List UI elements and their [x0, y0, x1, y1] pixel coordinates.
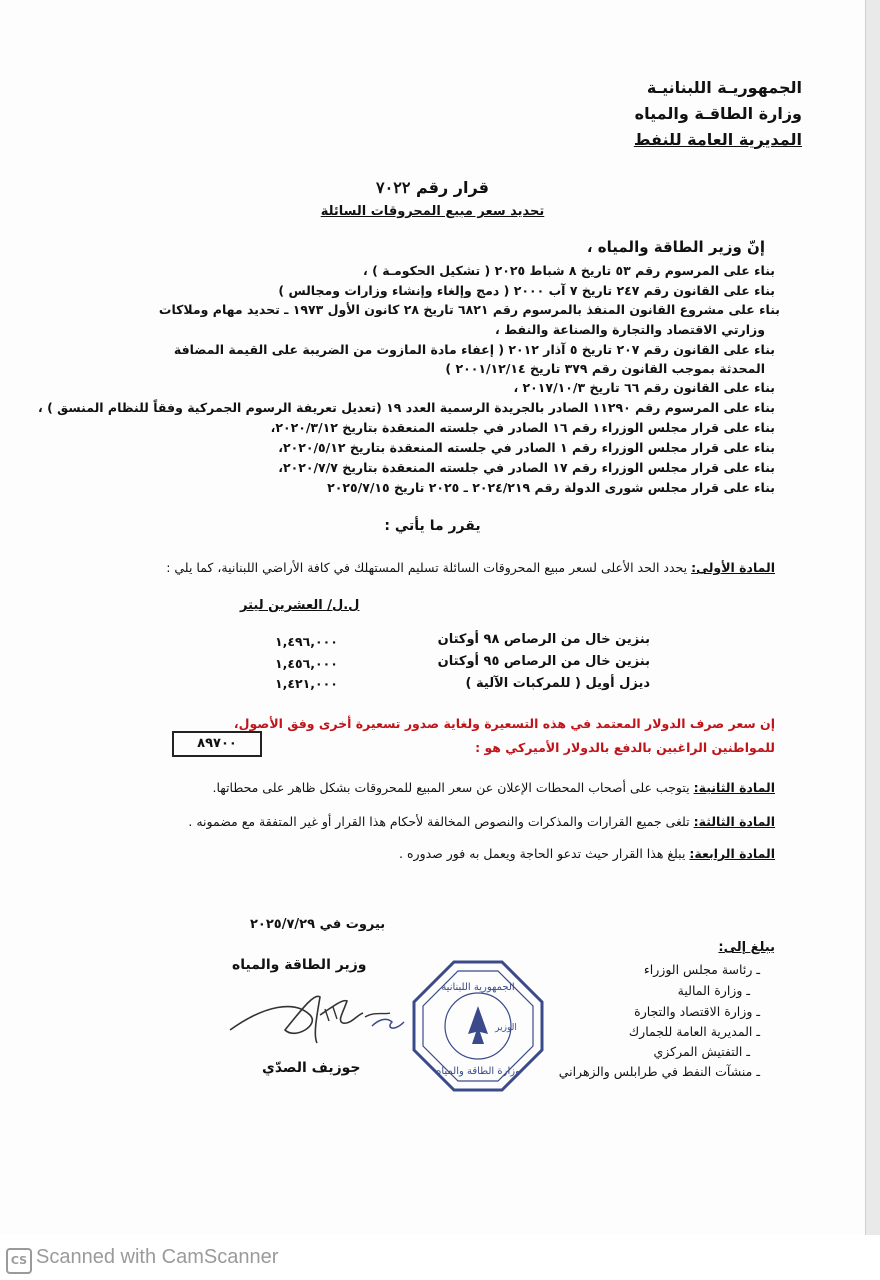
page-edge [865, 0, 880, 1235]
preamble-line: بناء على القانون رقم ٢٠٧ تاريخ ٥ آذار ٢٠١٢ ( إعفاء مادة المازوت من الضريبة على القيمة المضافة [173, 342, 775, 357]
article-3-text: تلغى جميع القرارات والمذكرات والنصوص المخالفة لأحكام هذا القرار أو غير المتفقة مع مضمونه . [188, 814, 690, 829]
fuel-name: بنزين خال من الرصاص ٩٨ أوكتان [437, 632, 650, 647]
exchange-rate-note: إن سعر صرف الدولار المعتمد في هذه التسعيرة ولغاية صدور تسعيرة أخرى وفق الأصول، [233, 716, 775, 731]
preamble-line: بناء على المرسوم رقم ٥٣ تاريخ ٨ شباط ٢٠٢٥ ( تشكيل الحكومـة ) ، [363, 263, 775, 278]
header-ministry: وزارة الطاقـة والمياه [634, 104, 802, 123]
distribution-item: ـ وزارة الاقتصاد والتجارة [634, 1004, 760, 1019]
preamble-line: بناء على قرار مجلس الوزراء رقم ١٦ الصادر في جلسته المنعقدة بتاريخ ٢٠٢٠/٣/١٢، [270, 420, 775, 435]
camscanner-logo-icon: CS [6, 1248, 32, 1274]
minister-title: وزير الطاقة والمياه [232, 957, 367, 973]
decision-number [0, 178, 865, 197]
preamble-line: بناء على قرار مجلس شورى الدولة رقم ٢٠٢٤/٢١٩ ـ ٢٠٢٥ تاريخ ٢٠٢٥/٧/١٥ [327, 480, 775, 495]
seal-center-text: الوزير [495, 1023, 517, 1033]
article-2 [212, 780, 775, 795]
preamble-line: المحدثة بموجب القانون رقم ٣٧٩ تاريخ ٢٠٠١/١٢/١٤ ) [445, 361, 765, 376]
article-4 [399, 846, 775, 861]
fuel-price: ١,٤٩٦,٠٠٠ [275, 634, 338, 649]
article-3-title: المادة الثالثة: [693, 814, 775, 829]
preamble-line: بناء على المرسوم رقم ١١٢٩٠ الصادر بالجريدة الرسمية العدد ١٩ (تعديل تعريفة الرسوم الجمركية وفقاً للنظام المنسق ) ، [37, 400, 775, 415]
distribution-item: ـ وزارة المالية [677, 983, 750, 998]
article-3 [188, 814, 775, 829]
minister-name: جوزيف الصدّي [262, 1060, 361, 1076]
fuel-price: ١,٤٢١,٠٠٠ [275, 676, 338, 691]
preamble-intro: إنّ وزير الطاقة والمياه ، [586, 238, 765, 256]
preamble-line: بناء على القانون رقم ٢٤٧ تاريخ ٧ آب ٢٠٠٠ ( دمج وإلغاء وإنشاء وزارات ومجالس ) [278, 283, 775, 298]
fuel-name: بنزين خال من الرصاص ٩٥ أوكتان [437, 654, 650, 669]
article-2-title: المادة الثانية: [693, 780, 775, 795]
preamble-line: بناء على قرار مجلس الوزراء رقم ١ الصادر في جلسته المنعقدة بتاريخ ٢٠٢٠/٥/١٢، [278, 440, 775, 455]
distribution-item: ـ منشآت النفط في طرابلس والزهراني [558, 1064, 760, 1079]
ministry-seal [410, 958, 546, 1094]
seal-ink-mark [370, 1012, 406, 1036]
distribution-title: يبلغ إلى: [718, 940, 775, 955]
article-4-title: المادة الرابعة: [689, 846, 775, 861]
fuel-name: ديزل أويل ( للمركبات الآلية ) [465, 676, 650, 691]
decides-heading: يقرر ما يأتي : [384, 518, 481, 534]
distribution-item: ـ رئاسة مجلس الوزراء [643, 962, 760, 977]
preamble-line: وزارتي الاقتصاد والتجارة والصناعة والنفط ، [495, 322, 765, 337]
decision-subject: تحديد سعر مبيع المحروقات السائلة [320, 204, 545, 219]
fuel-price: ١,٤٥٦,٠٠٠ [275, 656, 338, 671]
article-1-title: المادة الأولى: [691, 560, 775, 575]
place-date: بيروت في ٢٠٢٥/٧/٢٩ [250, 917, 386, 932]
decision-number-label: قرار رقم [416, 178, 489, 197]
price-unit: ل.ل/ العشرين ليتر [240, 598, 360, 613]
distribution-item: ـ المديرية العامة للجمارك [628, 1024, 760, 1039]
exchange-rate-note: للمواطنين الراغبين بالدفع بالدولار الأميركي هو : [475, 740, 775, 755]
article-1-text: يحدد الحد الأعلى لسعر مبيع المحروقات السائلة تسليم المستهلك في كافة الأراضي اللبنانية، كما يلي : [166, 560, 688, 575]
header-directorate: المديرية العامة للنفط [633, 130, 802, 149]
article-4-text: يبلغ هذا القرار حيث تدعو الحاجة ويعمل به فور صدوره . [399, 846, 686, 861]
preamble-line: بناء على قرار مجلس الوزراء رقم ١٧ الصادر في جلسته المنعقدة بتاريخ ٢٠٢٠/٧/٧، [278, 460, 775, 475]
article-1 [166, 560, 775, 575]
header-republic: الجمهوريـة اللبنانيـة [646, 78, 802, 97]
camscanner-watermark: Scanned with CamScanner [36, 1246, 279, 1268]
decision-number-value: ٧٠٢٢ [376, 178, 411, 197]
preamble-line: بناء على القانون رقم ٦٦ تاريخ ٢٠١٧/١٠/٣ ، [513, 380, 775, 395]
seal-outer-text: الجمهورية اللبنانية [441, 982, 515, 993]
preamble-line: بناء على مشروع القانون المنفذ بالمرسوم رقم ٦٨٢١ تاريخ ٢٨ كانون الأول ١٩٧٣ ـ تحديد مهام وملاكات [158, 302, 780, 317]
distribution-item: ـ التفتيش المركزي [653, 1044, 750, 1059]
exchange-rate-box: ٨٩٧٠٠ [172, 731, 262, 757]
seal-inner-text: وزارة الطاقة والمياه [436, 1066, 520, 1077]
article-2-text: يتوجب على أصحاب المحطات الإعلان عن سعر المبيع للمحروقات بشكل ظاهر على محطاتها. [212, 780, 690, 795]
